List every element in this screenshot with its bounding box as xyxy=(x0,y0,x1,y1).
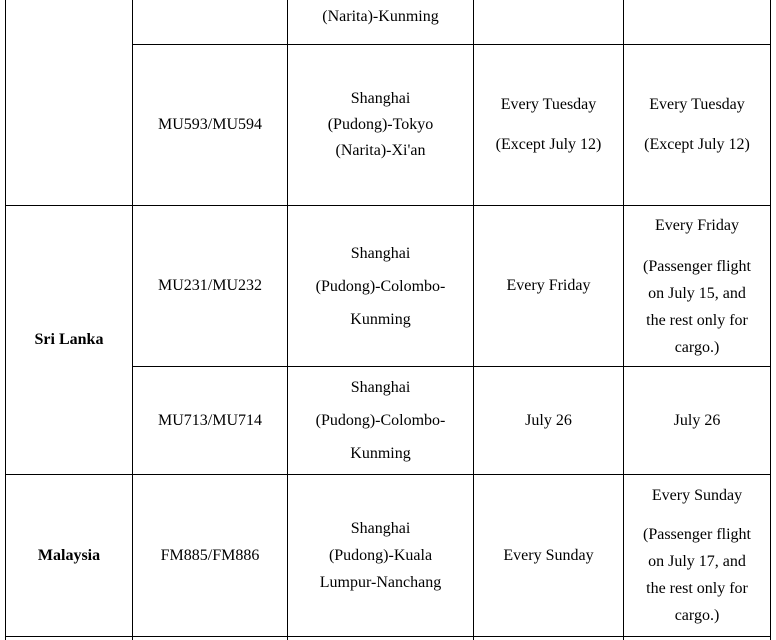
route-line: (Pudong)-Tokyo xyxy=(327,116,434,133)
route-line: Kunming xyxy=(350,310,411,328)
schedule-line: Every Tuesday xyxy=(649,96,745,113)
route-line: (Narita)-Xi'an xyxy=(335,142,426,159)
grid-line-row5 xyxy=(5,636,771,637)
schedule-line: Every Sunday xyxy=(503,546,594,564)
route-line: Shanghai xyxy=(350,520,411,537)
schedule-line: (Except July 12) xyxy=(495,136,602,153)
schedule-line: the rest only for xyxy=(646,580,748,597)
route-line: Shanghai xyxy=(350,90,411,107)
schedule-line: cargo.) xyxy=(674,607,720,624)
schedule-line: July 26 xyxy=(673,411,721,429)
table-cell-flight xyxy=(133,475,287,636)
flight-number: MU231/MU232 xyxy=(157,277,262,294)
flight-number: FM885/FM886 xyxy=(160,546,260,564)
schedule-line: (Except July 12) xyxy=(644,136,750,153)
schedule-line: Every Tuesday xyxy=(500,96,597,113)
schedule-line: (Passenger flight xyxy=(643,526,751,543)
table-cell-schedule xyxy=(624,475,770,636)
route-line: Lumpur-Nanchang xyxy=(319,574,442,591)
flight-number: MU713/MU714 xyxy=(157,411,262,429)
schedule-line: Every Friday xyxy=(655,216,739,234)
route-line: Shanghai xyxy=(350,244,411,262)
schedule-line: Every Sunday xyxy=(651,487,743,504)
route-line: (Narita)-Kunming xyxy=(322,8,439,25)
grid-line-col5 xyxy=(770,0,771,640)
table-cell-flight xyxy=(133,367,287,474)
table-cell-route xyxy=(288,206,473,366)
table-cell-route xyxy=(288,367,473,474)
table-cell-route xyxy=(288,475,473,636)
schedule-line: on July 15, and xyxy=(648,284,746,302)
table-cell-country xyxy=(6,206,132,474)
table-cell-route xyxy=(288,45,473,205)
flight-number: MU593/MU594 xyxy=(157,116,262,133)
route-line: (Pudong)-Kuala xyxy=(328,547,433,564)
route-line: (Pudong)-Colombo- xyxy=(315,277,446,295)
schedule-line: cargo.) xyxy=(674,338,720,356)
schedule-line: July 26 xyxy=(525,411,572,429)
table-cell-schedule xyxy=(474,367,623,474)
schedule-line: Every Friday xyxy=(506,277,591,294)
schedule-line: on July 17, and xyxy=(648,553,746,570)
table-cell-route xyxy=(288,0,473,44)
table-cell-flight xyxy=(133,45,287,205)
table-cell-schedule xyxy=(624,367,770,474)
table-cell-schedule xyxy=(474,45,623,205)
table-cell-schedule xyxy=(474,475,623,636)
table-cell-schedule xyxy=(624,45,770,205)
country-name: Sri Lanka xyxy=(34,331,104,348)
schedule-line: the rest only for xyxy=(646,311,748,329)
country-name: Malaysia xyxy=(37,546,101,564)
table-cell-schedule xyxy=(474,206,623,366)
table-cell-country xyxy=(6,475,132,636)
table-cell-schedule xyxy=(624,206,770,366)
schedule-line: (Passenger flight xyxy=(643,257,751,275)
route-line: (Pudong)-Colombo- xyxy=(315,412,446,429)
route-line: Shanghai xyxy=(350,379,411,396)
table-cell-flight xyxy=(133,206,287,366)
route-line: Kunming xyxy=(350,445,411,462)
